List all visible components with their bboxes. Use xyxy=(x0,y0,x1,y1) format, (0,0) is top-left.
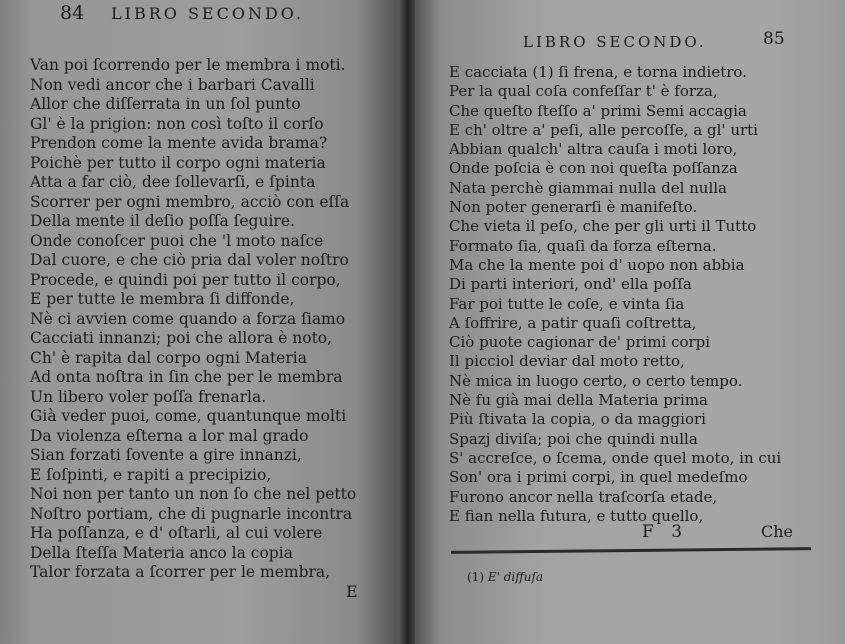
verse-line: Di parti interiori, ond' ella poſſa xyxy=(449,275,692,294)
verse-line: Ciò puote cagionar de' primi corpi xyxy=(449,333,711,352)
verse-line: E cacciata (1) ſi frena, e torna indietro. xyxy=(449,63,747,81)
verse-line: Sian forzati ſovente a gire innanzi, xyxy=(30,446,302,464)
verse-line: Il picciol deviar dal moto retto, xyxy=(449,352,685,371)
verse-line: S' accreſce, o ſcema, onde quel moto, in cui xyxy=(449,448,782,467)
verse-line: Ha poſſanza, e d' oſtarli, al cui volere xyxy=(30,524,323,542)
verse-line: A ſoffrire, a patir quaſi coſtretta, xyxy=(449,313,697,332)
verse-line: Della mente il deſio poſſa ſeguire. xyxy=(30,212,295,230)
verse-line: Poichè per tutto il corpo ogni materia xyxy=(30,153,326,172)
verse-line: Atta a far ciò, dee ſollevarſi, e ſpinta xyxy=(30,173,316,191)
verse-line: Per la qual coſa confeſſar t' è forza, xyxy=(449,82,718,101)
verse-line: Non poter generarſi è manifeſto. xyxy=(449,198,698,217)
verse-line: E fian nella futura, e tutto quello, xyxy=(449,506,704,525)
footnote xyxy=(467,570,543,584)
verse-line: Procede, e quindi poi per tutto il corpo, xyxy=(30,270,341,289)
verse-line: Ch' è rapita dal corpo ogni Materia xyxy=(30,348,307,367)
verse-line: Talor forzata a ſcorrer per le membra, xyxy=(30,563,331,581)
running-head: LIBRO SECONDO. xyxy=(523,33,707,51)
verse-line: Allor che diſſerrata in un ſol punto xyxy=(30,95,301,113)
verse-line: Formato ſia, quaſi da forza eſterna. xyxy=(449,236,717,255)
verse-lines xyxy=(449,63,781,526)
verse-line: Nè fu già mai della Materia prima xyxy=(449,391,708,410)
verse-line: Da violenza eſterna a lor mal grado xyxy=(30,426,309,445)
verse-line: Gl' è la prigion: non così toſto il corſo xyxy=(30,114,324,133)
verse-line: Non vedi ancor che i barbari Cavalli xyxy=(30,75,315,94)
footnote-marker: (1) xyxy=(467,570,484,584)
running-head: LIBRO SECONDO. xyxy=(111,4,305,23)
verse-line: Van poi ſcorrendo per le membra i moti. xyxy=(30,56,346,74)
verse-line: Più ſtivata la copia, o da maggiori xyxy=(449,410,706,429)
verse-line: Onde conoſcer puoi che 'l moto naſce xyxy=(30,231,324,250)
verse-line: Scorrer per ogni membro, acciò con eſſa xyxy=(30,192,350,211)
footnote-text: E' diffuſa xyxy=(487,570,544,584)
catchword: E xyxy=(346,582,358,601)
verse-line: Che vieta il peſo, che per gli urti il Tutto xyxy=(449,217,757,236)
verse-line: Far poi tutte le coſe, e vinta ſia xyxy=(449,294,685,313)
verse-line: Che queſto ſteſſo a' primi Semi accagia xyxy=(449,101,747,120)
verse-line: Cacciati innanzi; poi che allora è noto, xyxy=(30,329,333,347)
verse-line: Ad onta noſtra in ſin che per le membra xyxy=(30,368,343,386)
verse-line: Nata perchè giammai nulla del nulla xyxy=(449,178,727,197)
verse-line: Onde poſcia è con noi queſta poſſanza xyxy=(449,159,738,178)
verse-line: Spazj diviſa; poi che quindi nulla xyxy=(449,429,698,448)
verse-line: Furono ancor nella traſcorſa etade, xyxy=(449,487,718,506)
verse-line: Un libero voler poſſa frenarla. xyxy=(30,387,267,406)
verse-line: Prendon come la mente avida brama? xyxy=(30,134,328,152)
verse-line: Noi non per tanto un non ſo che nel petto xyxy=(30,485,357,503)
verse-line: Dal cuore, e che ciò pria dal voler noſtro xyxy=(30,251,349,269)
verse-line: Ma che la mente poi d' uopo non abbia xyxy=(449,255,745,274)
page-number: 84 xyxy=(60,2,85,24)
footnote-rule xyxy=(451,547,811,554)
verse-line: Della ſteſſa Materia anco la copia xyxy=(30,543,293,562)
verse-line: Abbian qualch' altra cauſa i moti loro, xyxy=(449,140,738,159)
verse-line: Già veder puoi, come, quantunque molti xyxy=(30,407,347,425)
verse-line: E ch' oltre a' peſi, alle percoſſe, a gl' urti xyxy=(449,120,758,139)
left-page xyxy=(0,0,405,644)
verse-lines xyxy=(30,56,356,583)
page-number: 85 xyxy=(763,29,785,49)
catchword: Che xyxy=(761,522,794,541)
verse-line: Noſtro portiam, che di pugnarle incontra xyxy=(30,504,353,523)
verse-line: E per tutte le membra ſi diffonde, xyxy=(30,290,295,308)
signature-mark: F 3 xyxy=(642,522,689,542)
verse-line: Nè mica in luogo certo, o certo tempo. xyxy=(449,371,743,390)
verse-line: E ſoſpinti, e rapiti a precipizio, xyxy=(30,465,272,484)
right-page xyxy=(415,0,845,644)
verse-line: Son' ora i primi corpi, in quel medeſmo xyxy=(449,468,748,487)
verse-line: Nè ci avvien come quando a forza ſiamo xyxy=(30,309,346,328)
